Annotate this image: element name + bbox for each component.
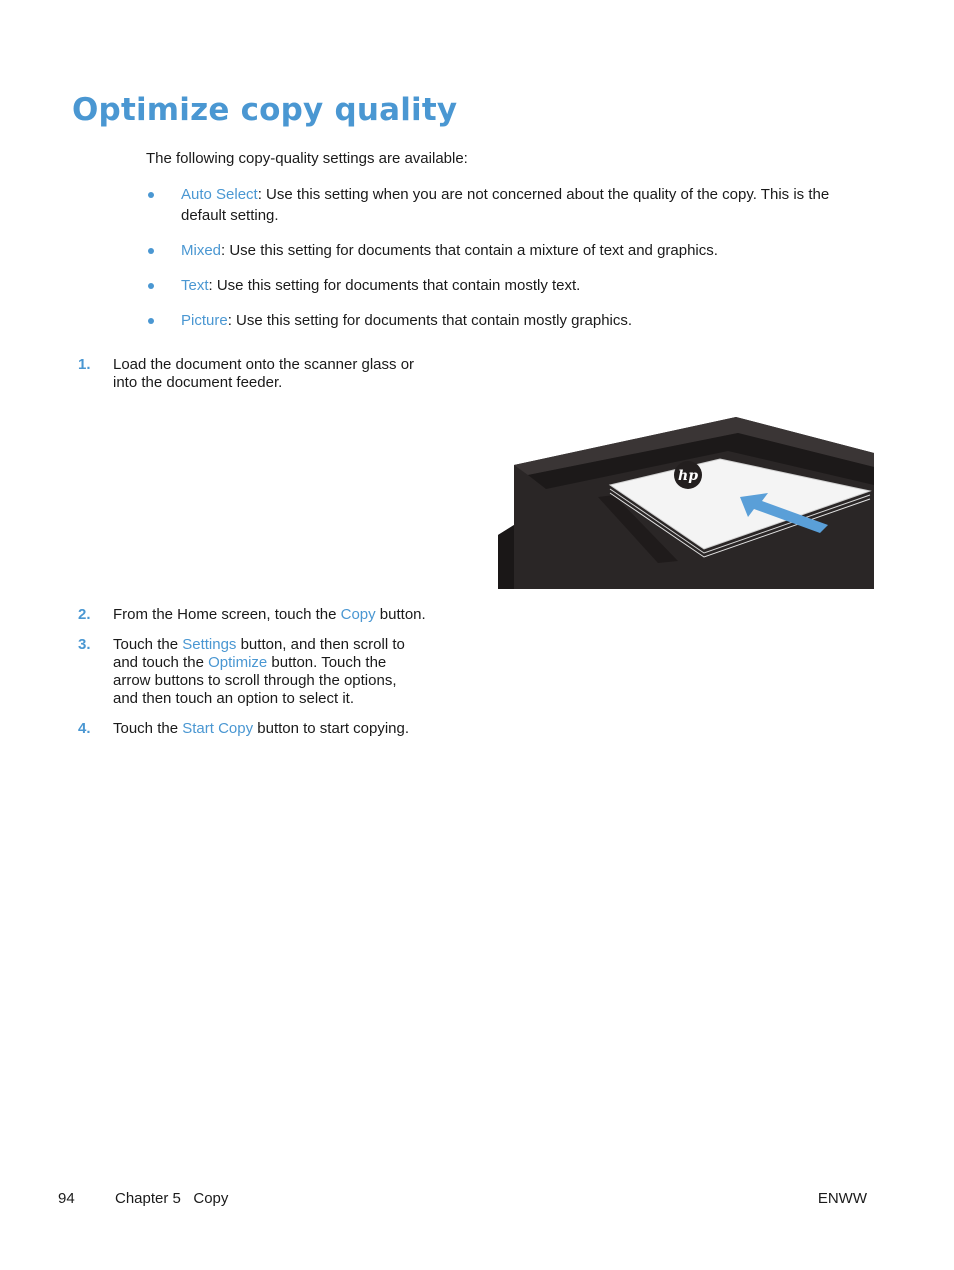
page-number: 94 xyxy=(58,1190,75,1207)
step-text-line: arrow buttons to scroll through the options, xyxy=(113,672,397,689)
step-number: 2. xyxy=(78,606,91,623)
start-copy-button-ref: Start Copy xyxy=(182,720,254,737)
option-term: Mixed xyxy=(181,242,222,259)
option-term: Auto Select xyxy=(181,186,258,203)
step-text-line: From the Home screen, touch the Copy button. xyxy=(113,606,426,623)
bullet-icon xyxy=(148,318,154,324)
option-term: Text xyxy=(181,277,209,294)
bullet-icon xyxy=(148,248,154,254)
step-text-line: Load the document onto the scanner glass or xyxy=(113,356,415,373)
step-text-line: and then touch an option to select it. xyxy=(113,690,355,707)
step-text-line: Touch the Settings button, and then scroll to xyxy=(113,636,405,653)
list-item xyxy=(146,310,876,331)
step-text-line: Touch the Start Copy button to start copying. xyxy=(113,720,410,737)
option-description: : Use this setting for documents that contain a mixture of text and graphics. xyxy=(221,242,718,259)
page-title: Optimize copy quality xyxy=(72,92,458,128)
doc-code: ENWW xyxy=(817,1190,867,1207)
step-text-line: into the document feeder. xyxy=(113,374,283,391)
step-number: 3. xyxy=(78,636,91,653)
step-text-line: and touch the Optimize button. Touch the xyxy=(113,654,387,671)
option-description: : Use this setting when you are not concerned about the quality of the copy. This is the default setting. xyxy=(181,186,830,224)
quality-options-list xyxy=(146,184,876,345)
option-term: Picture xyxy=(181,312,228,329)
printer-side xyxy=(498,525,514,589)
list-item xyxy=(146,184,876,226)
step-number: 4. xyxy=(78,720,91,737)
list-item xyxy=(146,240,876,261)
chapter-label: Chapter 5 Copy xyxy=(115,1190,229,1207)
step-number: 1. xyxy=(78,356,91,373)
bullet-icon xyxy=(148,283,154,289)
list-item xyxy=(146,275,876,296)
option-description: : Use this setting for documents that contain mostly graphics. xyxy=(227,312,633,329)
copy-button-ref: Copy xyxy=(340,606,376,623)
step-1 xyxy=(78,356,414,392)
step-4 xyxy=(78,720,409,738)
step-3 xyxy=(78,636,405,708)
intro-text: The following copy-quality settings are available: xyxy=(146,150,468,167)
scanner-illustration xyxy=(498,415,874,589)
settings-button-ref: Settings xyxy=(182,636,237,653)
option-description: : Use this setting for documents that contain mostly text. xyxy=(208,277,581,294)
bullet-icon xyxy=(148,192,154,198)
optimize-button-ref: Optimize xyxy=(208,654,268,671)
step-2 xyxy=(78,606,426,624)
hp-logo-text: hp xyxy=(678,468,698,484)
